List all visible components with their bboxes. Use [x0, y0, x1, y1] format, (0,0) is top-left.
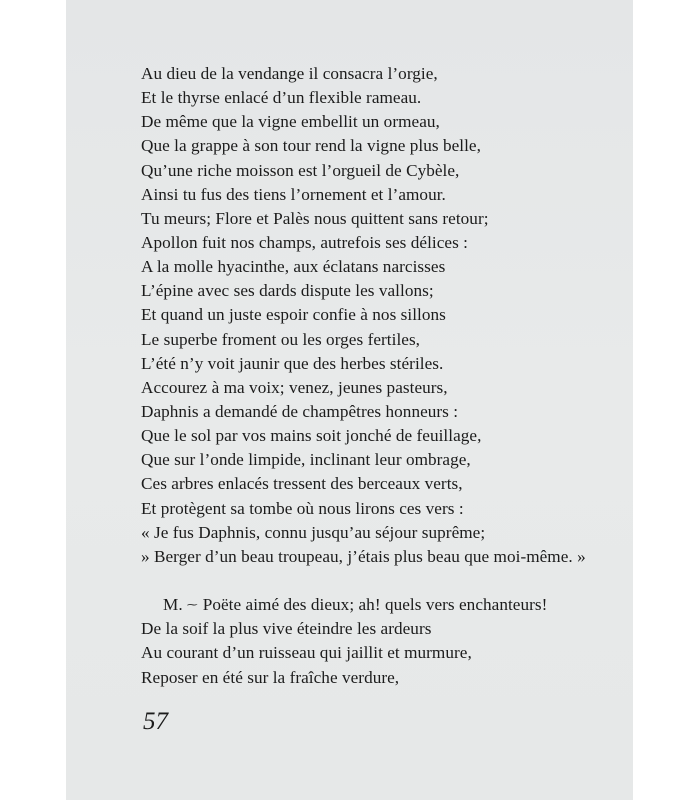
- verse-line: Daphnis a demandé de champêtres honneurs :: [141, 401, 459, 421]
- verse-line: Que la grappe à son tour rend la vigne plus belle,: [141, 136, 481, 156]
- verse-line: Qu’une riche moisson est l’orgueil de Cybèle,: [141, 160, 460, 180]
- verse-line: A la molle hyacinthe, aux éclatans narcisses: [141, 257, 446, 277]
- verse-line: Ces arbres enlacés tressent des berceaux verts,: [141, 474, 463, 494]
- speaker-label: M.: [163, 595, 183, 615]
- verse-line: Apollon fuit nos champs, autrefois ses délices :: [141, 232, 468, 252]
- verse-line: Ainsi tu fus des tiens l’ornement et l’amour.: [141, 184, 446, 204]
- verse-line: Le superbe froment ou les orges fertiles,: [141, 329, 421, 349]
- verse-line: « Je fus Daphnis, connu jusqu’au séjour suprême;: [141, 522, 486, 542]
- verse-line: De même que la vigne embellit un ormeau,: [141, 112, 440, 132]
- verse-line: Que sur l’onde limpide, inclinant leur ombrage,: [141, 450, 471, 470]
- poem-text: [141, 62, 621, 690]
- verse-line: » Berger d’un beau troupeau, j’étais plus beau que moi-même. »: [141, 546, 586, 566]
- ornamental-dash-icon: ⁓: [186, 599, 198, 612]
- verse-line: Au courant d’un ruisseau qui jaillit et murmure,: [141, 643, 472, 663]
- page-number: 57: [143, 708, 168, 735]
- verse-line: Poëte aimé des dieux; ah! quels vers enchanteurs!: [202, 595, 548, 615]
- verse-line: Et quand un juste espoir confie à nos sillons: [141, 305, 446, 325]
- stanza-2: [141, 593, 621, 690]
- verse-line: L’été n’y voit jaunir que des herbes stériles.: [141, 353, 444, 373]
- book-page: [66, 0, 633, 800]
- verse-line: L’épine avec ses dards dispute les vallons;: [141, 281, 434, 301]
- verse-line: Et protègent sa tombe où nous lirons ces vers :: [141, 498, 464, 518]
- verse-line: Au dieu de la vendange il consacra l’orgie,: [141, 64, 438, 83]
- verse-line: Accourez à ma voix; venez, jeunes pasteurs,: [141, 377, 448, 397]
- stanza-break: [141, 569, 621, 593]
- speaker-line: [141, 593, 621, 617]
- verse-line: Et le thyrse enlacé d’un flexible rameau.: [141, 88, 422, 108]
- verse-line: De la soif la plus vive éteindre les ardeurs: [141, 619, 432, 639]
- verse-line: Que le sol par vos mains soit jonché de feuillage,: [141, 426, 482, 446]
- verse-line: Tu meurs; Flore et Palès nous quittent sans retour;: [141, 208, 489, 228]
- stanza-1: [141, 62, 621, 569]
- verse-line: Reposer en été sur la fraîche verdure,: [141, 667, 400, 687]
